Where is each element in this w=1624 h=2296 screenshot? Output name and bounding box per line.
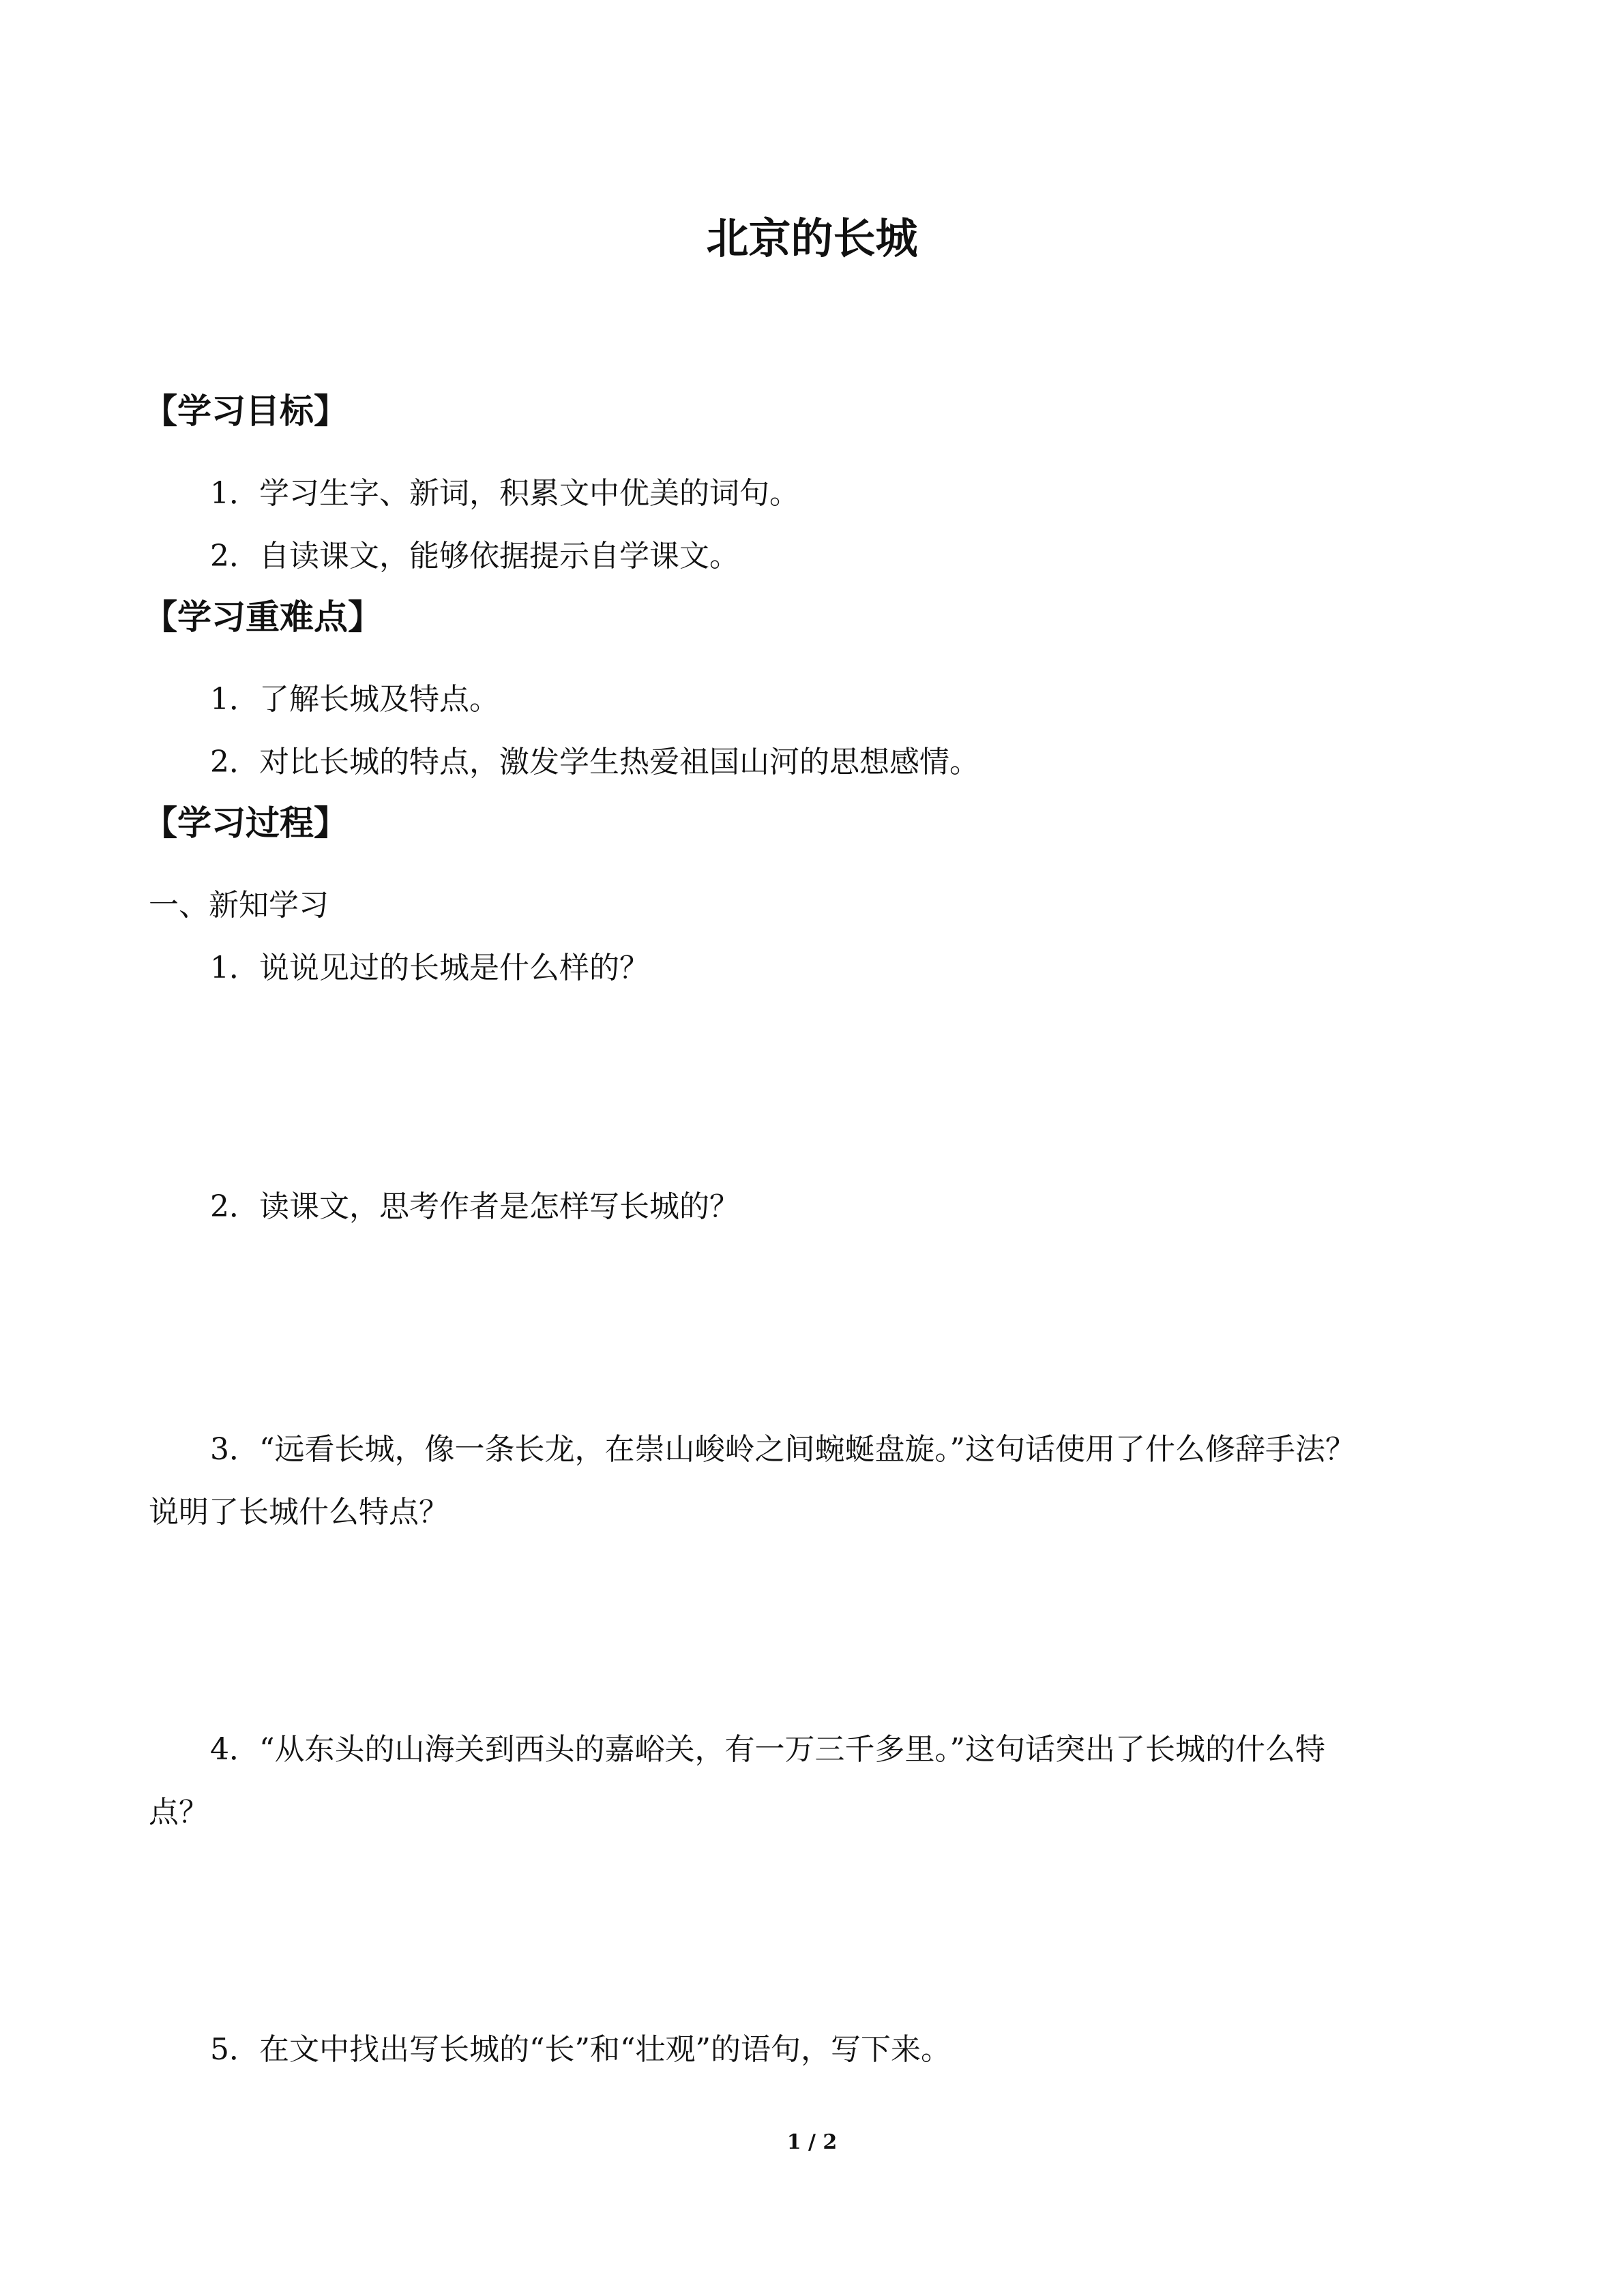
section-heading-process: 【学习过程】 — [143, 803, 348, 843]
question-3-line-1: 3．“远看长城，像一条长龙，在崇山峻岭之间蜿蜒盘旋。”这句话使用了什么修辞手法？ — [210, 1432, 1355, 1467]
document-title: 北京的长城 — [706, 213, 918, 263]
question-5: 5．在文中找出写长城的“长”和“壮观”的语句，写下来。 — [210, 2032, 951, 2067]
keypoint-item-1: 1．了解长城及特点。 — [210, 682, 499, 717]
question-2: 2．读课文，思考作者是怎样写长城的？ — [210, 1189, 739, 1224]
question-4-line-1: 4．“从东头的山海关到西头的嘉峪关，有一万三千多里。”这句话突出了长城的什么特 — [210, 1732, 1325, 1767]
question-3-line-2: 说明了长城什么特点？ — [149, 1495, 449, 1530]
goal-item-2: 2．自读课文，能够依据提示自学课文。 — [210, 539, 739, 573]
goal-item-1: 1．学习生字、新词，积累文中优美的词句。 — [210, 476, 799, 511]
question-4-line-2: 点？ — [149, 1795, 209, 1830]
process-subheading: 一、新知学习 — [149, 888, 329, 923]
page-number: 1 / 2 — [786, 2130, 838, 2154]
question-1: 1．说说见过的长城是什么样的？ — [210, 951, 649, 985]
section-heading-goals: 【学习目标】 — [143, 391, 348, 431]
section-heading-keypoints: 【学习重难点】 — [143, 597, 382, 637]
keypoint-item-2: 2．对比长城的特点，激发学生热爱祖国山河的思想感情。 — [210, 745, 979, 779]
